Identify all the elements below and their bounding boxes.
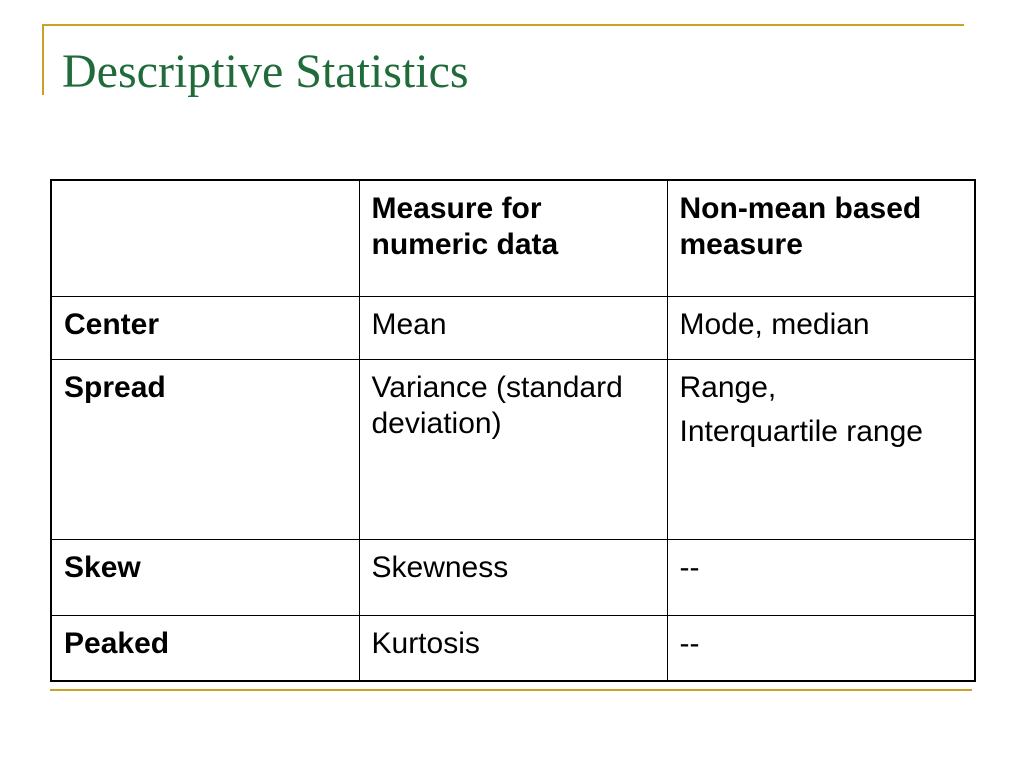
- cell-skew-non-mean: [667, 539, 975, 615]
- frame-left-rule: [42, 24, 44, 95]
- header-numeric-measure: Measure for numeric data: [359, 180, 667, 296]
- table-row-skew: [51, 539, 975, 615]
- row-label-peaked: Peaked: [51, 615, 359, 681]
- slide-title: Descriptive Statistics: [62, 45, 469, 98]
- row-label-center: Center: [51, 296, 359, 359]
- cell-center-non-mean: [667, 296, 975, 359]
- row-label-spread: Spread: [51, 359, 359, 539]
- header-corner-cell: [51, 180, 359, 296]
- cell-spread-non-mean: [667, 359, 975, 539]
- table-row-spread: [51, 359, 975, 539]
- cell-text: Interquartile range: [679, 414, 923, 448]
- cell-text: Range,: [679, 370, 777, 404]
- cell-text: --: [679, 550, 700, 584]
- frame-bottom-rule: [50, 689, 972, 691]
- cell-peaked-numeric: Kurtosis: [359, 615, 667, 681]
- cell-skew-numeric: Skewness: [359, 539, 667, 615]
- table-row-center: [51, 296, 975, 359]
- cell-text: --: [679, 626, 700, 660]
- header-non-mean-measure: Non-mean based measure: [667, 180, 975, 296]
- table-header-row: [51, 180, 975, 296]
- cell-center-numeric: Mean: [359, 296, 667, 359]
- cell-spread-numeric: Variance (standard deviation): [359, 359, 667, 539]
- cell-peaked-non-mean: [667, 615, 975, 681]
- frame-top-rule: [42, 24, 964, 26]
- cell-text: Mode, median: [679, 307, 870, 341]
- row-label-skew: Skew: [51, 539, 359, 615]
- table-row-peaked: [51, 615, 975, 681]
- statistics-table: [50, 179, 976, 682]
